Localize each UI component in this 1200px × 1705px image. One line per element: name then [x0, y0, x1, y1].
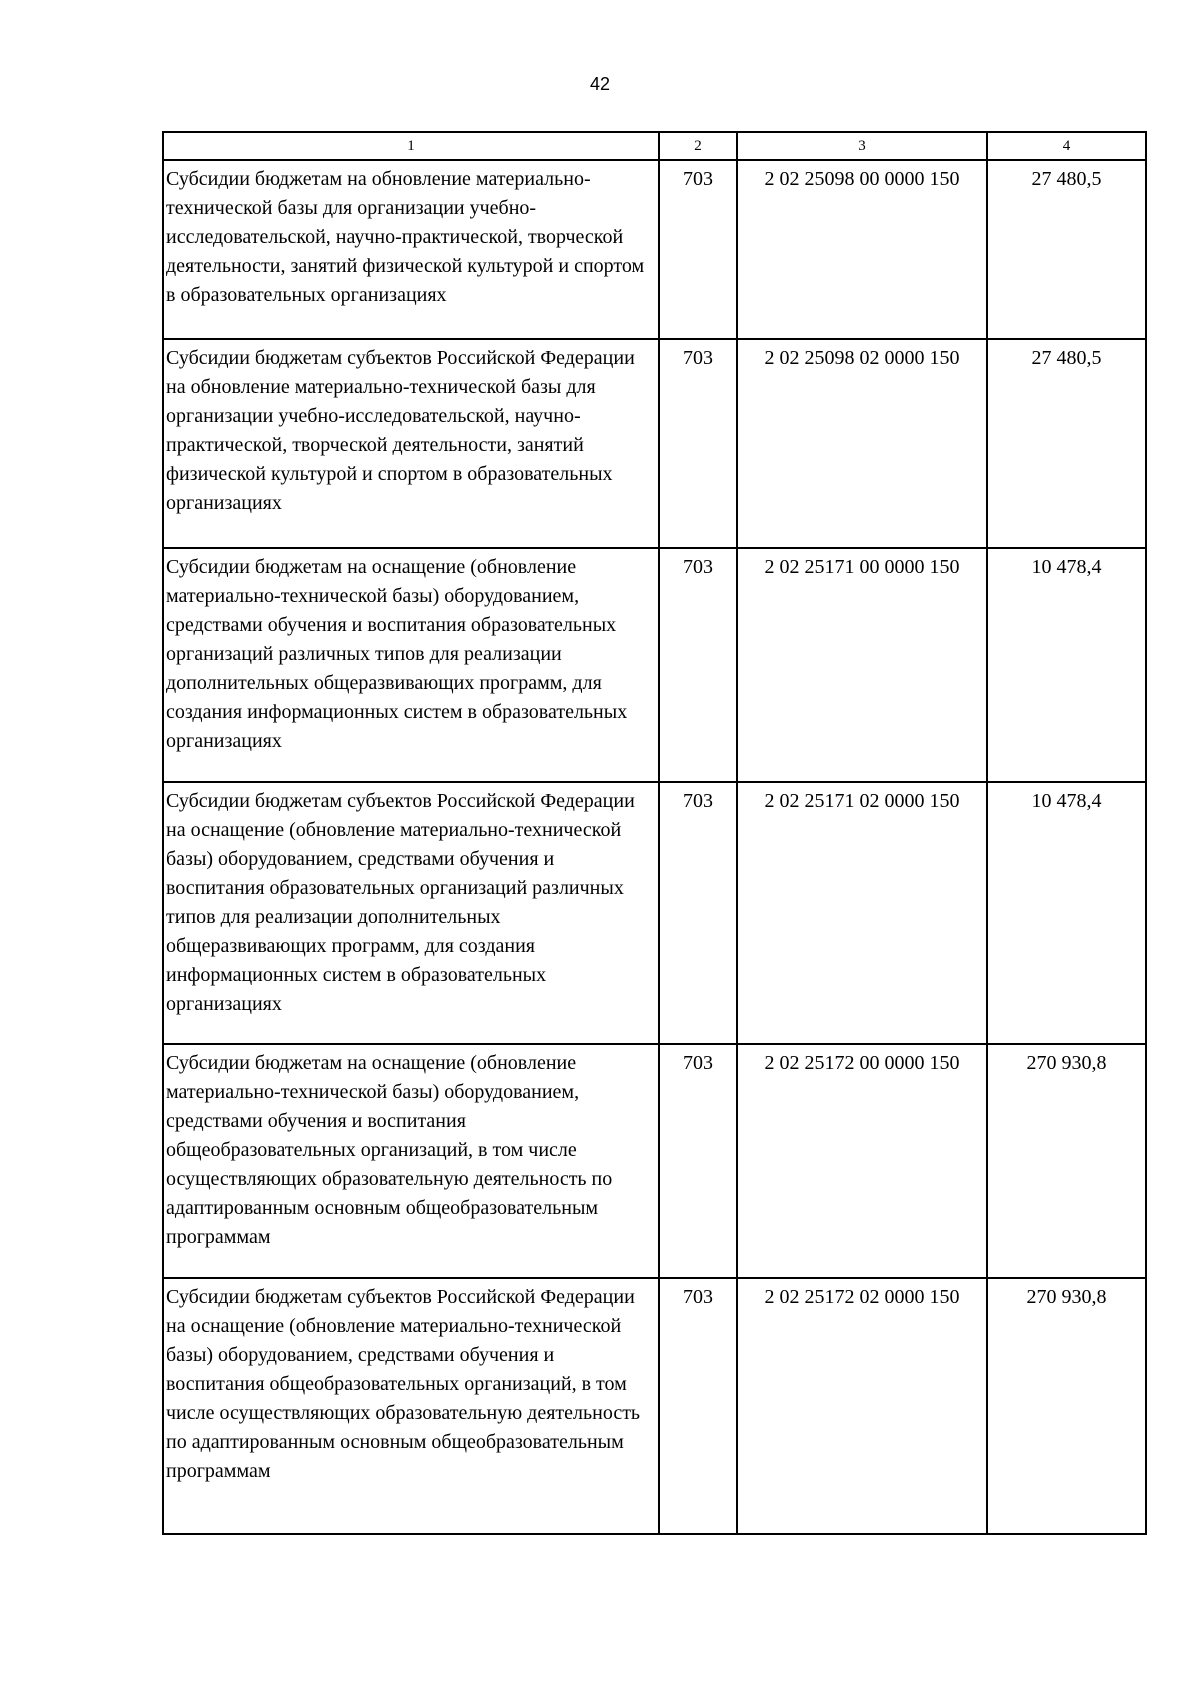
table-row: [163, 548, 1146, 782]
row-kbk: 2 02 25172 00 0000 150: [737, 1044, 987, 1278]
row-description: Субсидии бюджетам на обновление материально-технической базы для организации учебно-исследовательской, научно-практической, творческой деятельности, занятий физической культурой и спортом в образовательных организациях: [163, 160, 659, 339]
row-kbk: 2 02 25098 00 0000 150: [737, 160, 987, 339]
header-col-2: 2: [659, 132, 737, 160]
row-amount: 10 478,4: [987, 782, 1146, 1044]
row-kbk: 2 02 25172 02 0000 150: [737, 1278, 987, 1534]
row-kbk: 2 02 25171 02 0000 150: [737, 782, 987, 1044]
row-code: 703: [659, 339, 737, 548]
header-row: [163, 132, 1146, 160]
row-amount: 10 478,4: [987, 548, 1146, 782]
header-col-4: 4: [987, 132, 1146, 160]
row-code: 703: [659, 1278, 737, 1534]
row-description: Субсидии бюджетам на оснащение (обновление материально-технической базы) оборудованием, средствами обучения и воспитания образовательных организаций различных типов для реализации дополнительных общеразвивающих программ, для создания информационных систем в образовательных организациях: [163, 548, 659, 782]
row-description: Субсидии бюджетам субъектов Российской Федерации на обновление материально-технической базы для организации учебно-исследовательской, научно-практической, творческой деятельности, занятий физической культурой и спортом в образовательных организациях: [163, 339, 659, 548]
row-amount: 270 930,8: [987, 1278, 1146, 1534]
row-code: 703: [659, 548, 737, 782]
row-description: Субсидии бюджетам на оснащение (обновление материально-технической базы) оборудованием, средствами обучения и воспитания общеобразовательных организаций, в том числе осуществляющих образовательную деятельность по адаптированным основным общеобразовательным программам: [163, 1044, 659, 1278]
row-kbk: 2 02 25171 00 0000 150: [737, 548, 987, 782]
row-code: 703: [659, 1044, 737, 1278]
row-code: 703: [659, 782, 737, 1044]
budget-table: [162, 131, 1147, 1535]
row-description: Субсидии бюджетам субъектов Российской Федерации на оснащение (обновление материально-технической базы) оборудованием, средствами обучения и воспитания образовательных организаций различных типов для реализации дополнительных общеразвивающих программ, для создания информационных систем в образовательных организациях: [163, 782, 659, 1044]
row-code: 703: [659, 160, 737, 339]
table-row: [163, 782, 1146, 1044]
table-row: [163, 160, 1146, 339]
table-row: [163, 1278, 1146, 1534]
header-col-3: 3: [737, 132, 987, 160]
row-amount: 270 930,8: [987, 1044, 1146, 1278]
table-row: [163, 1044, 1146, 1278]
header-col-1: 1: [163, 132, 659, 160]
row-amount: 27 480,5: [987, 160, 1146, 339]
row-description: Субсидии бюджетам субъектов Российской Федерации на оснащение (обновление материально-технической базы) оборудованием, средствами обучения и воспитания общеобразовательных организаций, в том числе осуществляющих образовательную деятельность по адаптированным основным общеобразовательным программам: [163, 1278, 659, 1534]
table-row: [163, 339, 1146, 548]
page-number: 42: [589, 74, 611, 94]
row-amount: 27 480,5: [987, 339, 1146, 548]
row-kbk: 2 02 25098 02 0000 150: [737, 339, 987, 548]
